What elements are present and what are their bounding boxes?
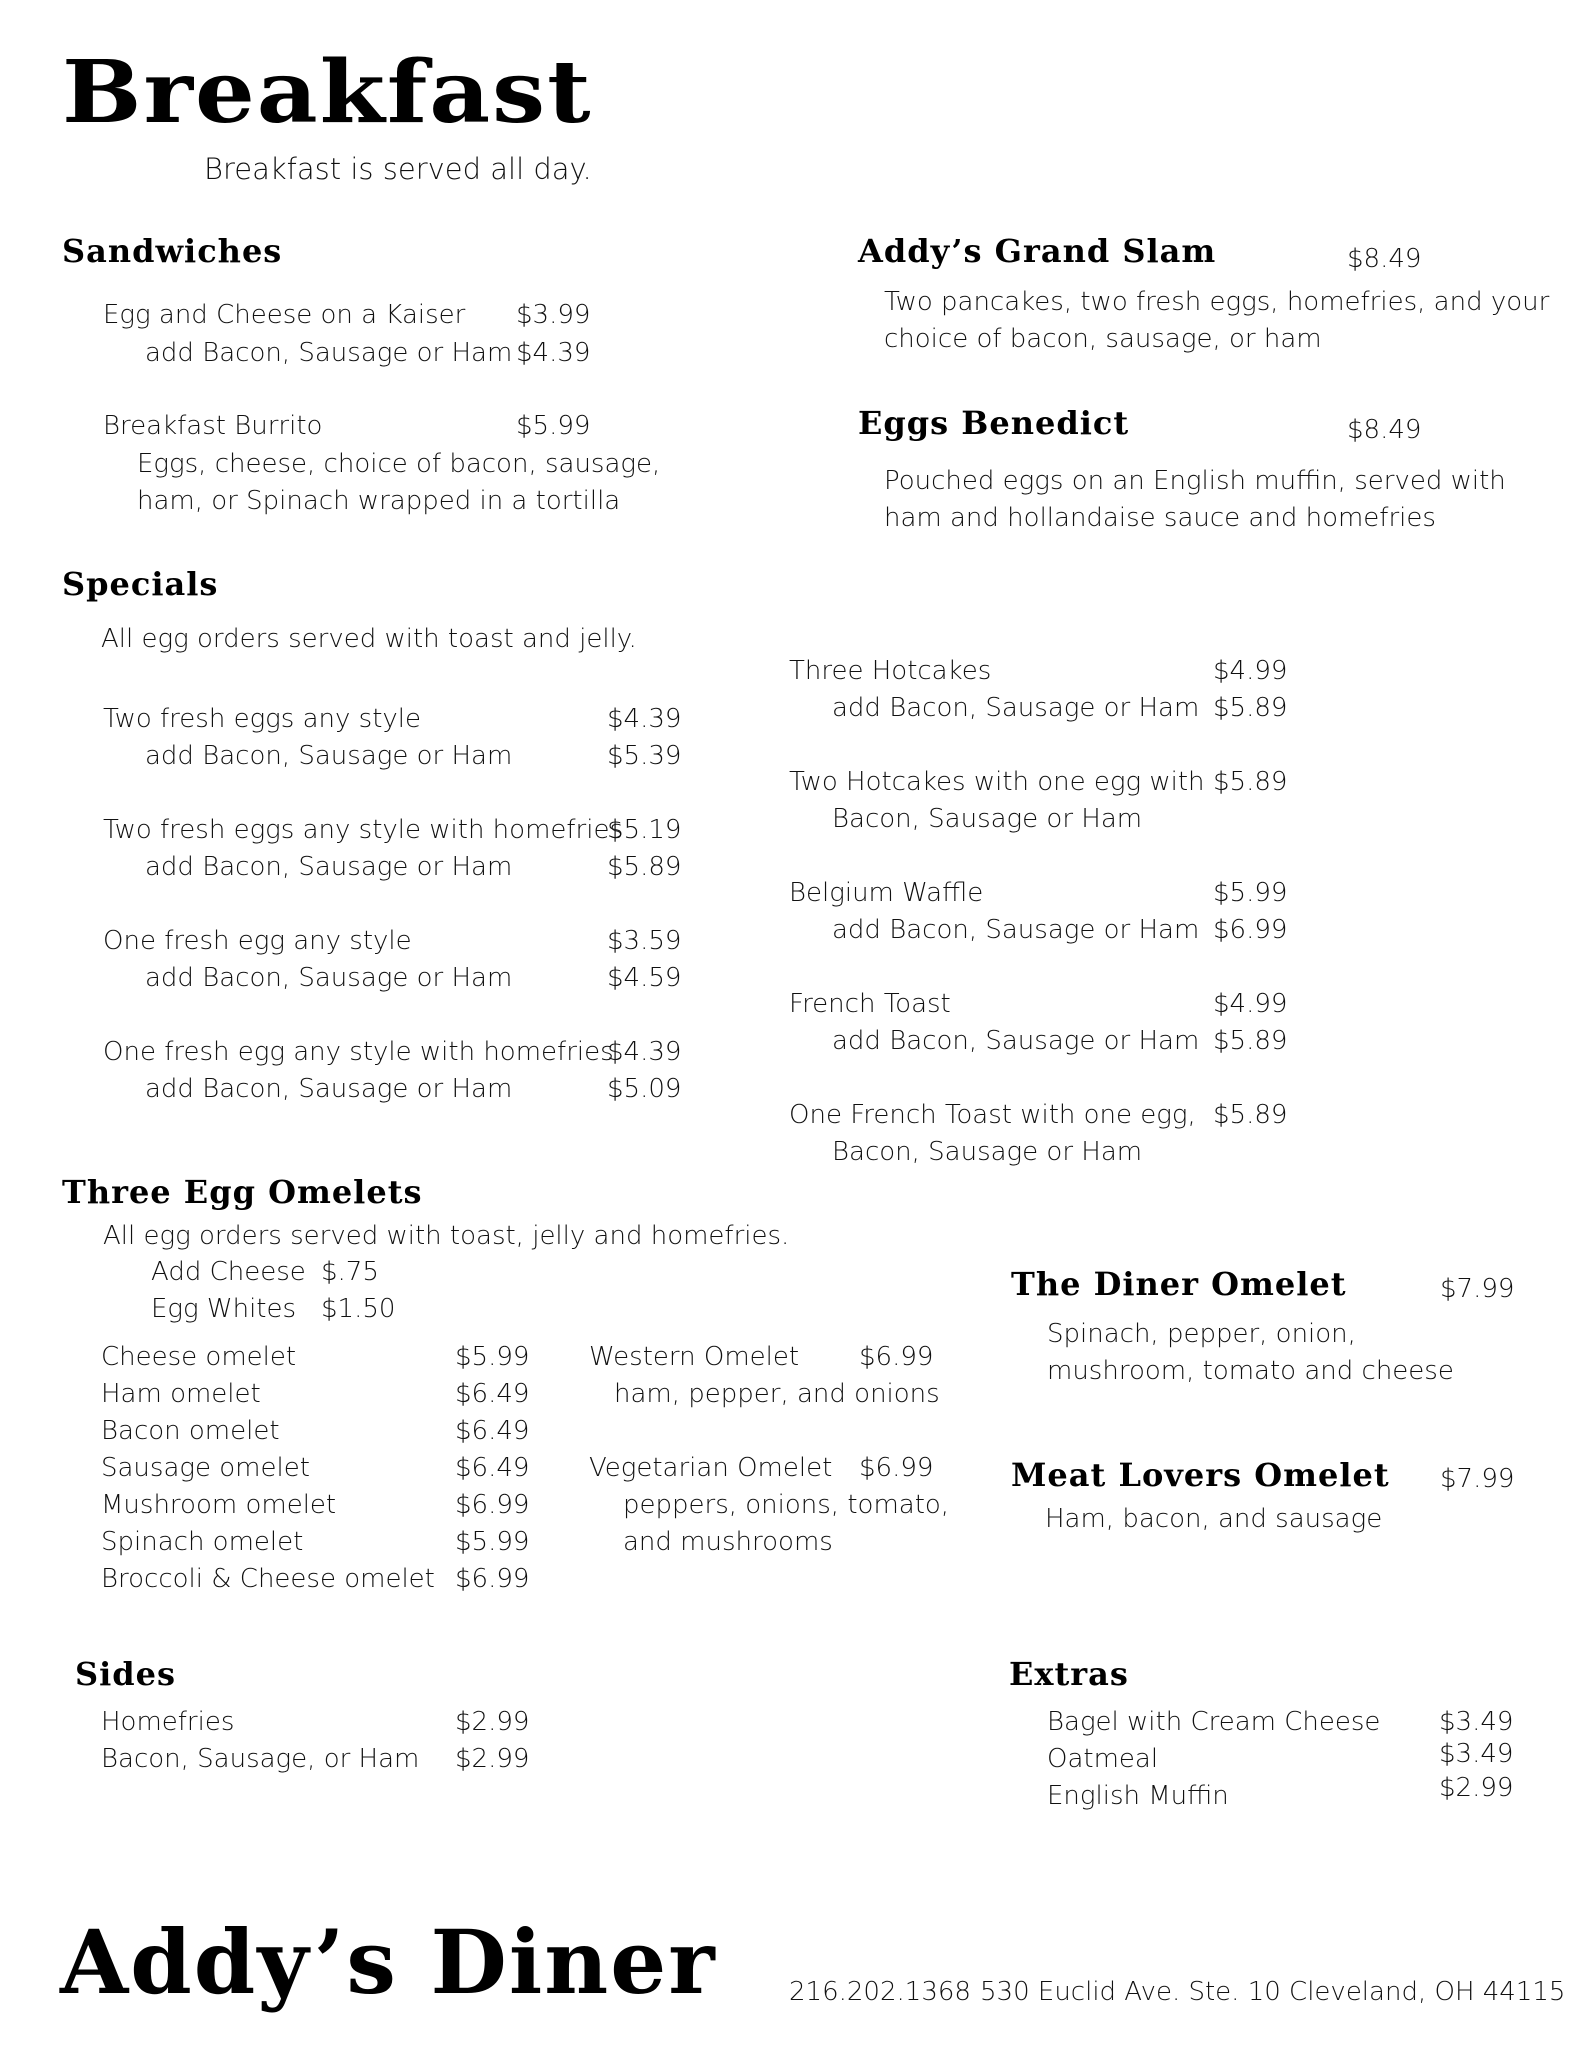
item-description: choice of bacon, sausage, or ham xyxy=(884,324,1322,354)
item-price: $5.99 xyxy=(455,1527,530,1557)
item-name: Belgium Waffle xyxy=(789,878,984,908)
sides-heading: Sides xyxy=(75,1655,177,1693)
item-price: $6.99 xyxy=(455,1564,530,1594)
item-description: ham, pepper, and onions xyxy=(614,1379,940,1409)
item-price: $6.49 xyxy=(455,1416,530,1446)
addon-price: $.75 xyxy=(321,1257,379,1287)
item-price: $8.49 xyxy=(1347,244,1422,274)
item-description: and mushrooms xyxy=(623,1527,833,1557)
item-name: Bacon, Sausage or Ham xyxy=(832,804,1143,834)
item-price: $5.99 xyxy=(1213,878,1288,908)
item-price: $5.99 xyxy=(455,1342,530,1372)
addon-price: $1.50 xyxy=(321,1294,396,1324)
extras-heading: Extras xyxy=(1009,1655,1129,1693)
item-description: ham, or Spinach wrapped in a tortilla xyxy=(137,486,621,516)
item-price: $3.99 xyxy=(516,300,591,330)
item-price: $5.89 xyxy=(1213,1026,1288,1056)
item-name: Bacon, Sausage, or Ham xyxy=(101,1744,420,1774)
item-name: Mushroom omelet xyxy=(101,1490,337,1520)
item-name: Breakfast Burrito xyxy=(103,411,323,441)
item-price: $3.49 xyxy=(1439,1739,1514,1769)
item-name: Vegetarian Omelet xyxy=(589,1453,833,1483)
phone-number: 216.202.1368 xyxy=(789,1977,971,2007)
item-price: $5.09 xyxy=(607,1074,682,1104)
item-name: Bagel with Cream Cheese xyxy=(1047,1707,1381,1737)
item-price: $5.89 xyxy=(1213,693,1288,723)
diner-omelet-heading: The Diner Omelet xyxy=(1011,1265,1347,1303)
item-name: Egg and Cheese on a Kaiser xyxy=(103,300,466,330)
addon-name: Egg Whites xyxy=(151,1294,297,1324)
item-price: $6.49 xyxy=(455,1379,530,1409)
item-name: One fresh egg any style xyxy=(103,926,412,956)
item-name: add Bacon, Sausage or Ham xyxy=(145,338,513,368)
item-name: English Muffin xyxy=(1047,1781,1229,1811)
grand-slam-heading: Addy’s Grand Slam xyxy=(858,232,1217,270)
item-price: $5.89 xyxy=(1213,767,1288,797)
addon-name: Add Cheese xyxy=(151,1257,306,1287)
item-price: $6.99 xyxy=(455,1490,530,1520)
benedict-heading: Eggs Benedict xyxy=(858,404,1130,442)
item-name: French Toast xyxy=(789,989,951,1019)
item-price: $6.99 xyxy=(859,1453,934,1483)
item-price: $2.99 xyxy=(455,1707,530,1737)
item-name: Bacon, Sausage or Ham xyxy=(832,1137,1143,1167)
item-price: $6.99 xyxy=(859,1342,934,1372)
item-description: Two pancakes, two fresh eggs, homefries, and your xyxy=(884,287,1550,317)
item-name: add Bacon, Sausage or Ham xyxy=(145,852,513,882)
item-description: Ham, bacon, and sausage xyxy=(1045,1504,1383,1534)
item-price: $2.99 xyxy=(1439,1773,1514,1803)
item-price: $4.99 xyxy=(1213,656,1288,686)
item-price: $2.99 xyxy=(455,1744,530,1774)
item-name: Two Hotcakes with one egg with xyxy=(789,767,1205,797)
omelets-heading: Three Egg Omelets xyxy=(62,1173,423,1211)
specials-note: All egg orders served with toast and jelly. xyxy=(101,624,637,654)
item-price: $4.39 xyxy=(607,1037,682,1067)
menu-title: Breakfast xyxy=(62,42,593,144)
item-name: Western Omelet xyxy=(589,1342,800,1372)
item-price: $5.99 xyxy=(516,411,591,441)
item-price: $3.59 xyxy=(607,926,682,956)
item-name: Spinach omelet xyxy=(101,1527,304,1557)
item-name: Ham omelet xyxy=(101,1379,261,1409)
item-name: add Bacon, Sausage or Ham xyxy=(832,915,1200,945)
restaurant-name: Addy’s Diner xyxy=(60,1910,717,2014)
item-name: Two fresh eggs any style with homefries xyxy=(103,815,623,845)
item-description: mushroom, tomato and cheese xyxy=(1047,1356,1454,1386)
item-price: $5.89 xyxy=(1213,1100,1288,1130)
item-name: One French Toast with one egg, xyxy=(789,1100,1196,1130)
item-name: Homefries xyxy=(101,1707,235,1737)
item-price: $7.99 xyxy=(1440,1464,1515,1494)
item-description: Eggs, cheese, choice of bacon, sausage, xyxy=(137,449,661,479)
item-name: Bacon omelet xyxy=(101,1416,280,1446)
sandwiches-heading: Sandwiches xyxy=(62,232,283,270)
item-price: $4.39 xyxy=(607,704,682,734)
item-price: $6.99 xyxy=(1213,915,1288,945)
item-description: ham and hollandaise sauce and homefries xyxy=(884,503,1436,533)
item-name: add Bacon, Sausage or Ham xyxy=(145,963,513,993)
item-name: Broccoli & Cheese omelet xyxy=(101,1564,435,1594)
item-price: $6.49 xyxy=(455,1453,530,1483)
item-name: add Bacon, Sausage or Ham xyxy=(145,1074,513,1104)
item-name: One fresh egg any style with homefries xyxy=(103,1037,614,1067)
item-price: $7.99 xyxy=(1440,1274,1515,1304)
item-name: add Bacon, Sausage or Ham xyxy=(832,693,1200,723)
item-price: $4.59 xyxy=(607,963,682,993)
item-name: Sausage omelet xyxy=(101,1453,310,1483)
item-description: peppers, onions, tomato, xyxy=(623,1490,950,1520)
item-name: add Bacon, Sausage or Ham xyxy=(145,741,513,771)
item-name: Two fresh eggs any style xyxy=(103,704,421,734)
item-price: $4.99 xyxy=(1213,989,1288,1019)
item-name: Three Hotcakes xyxy=(789,656,992,686)
item-price: $5.89 xyxy=(607,852,682,882)
item-price: $5.39 xyxy=(607,741,682,771)
item-price: $4.39 xyxy=(516,338,591,368)
specials-heading: Specials xyxy=(62,565,219,603)
item-description: Pouched eggs on an English muffin, served with xyxy=(884,466,1506,496)
item-price: $8.49 xyxy=(1347,415,1422,445)
item-price: $3.49 xyxy=(1439,1707,1514,1737)
meat-lovers-heading: Meat Lovers Omelet xyxy=(1011,1456,1390,1494)
item-description: Spinach, pepper, onion, xyxy=(1047,1319,1356,1349)
menu-subtitle: Breakfast is served all day. xyxy=(204,152,592,186)
item-price: $5.19 xyxy=(607,815,682,845)
item-name: Cheese omelet xyxy=(101,1342,297,1372)
item-name: add Bacon, Sausage or Ham xyxy=(832,1026,1200,1056)
omelets-note: All egg orders served with toast, jelly and homefries. xyxy=(103,1221,790,1251)
item-name: Oatmeal xyxy=(1047,1744,1159,1774)
address: 530 Euclid Ave. Ste. 10 Cleveland, OH 44115 xyxy=(980,1977,1566,2007)
